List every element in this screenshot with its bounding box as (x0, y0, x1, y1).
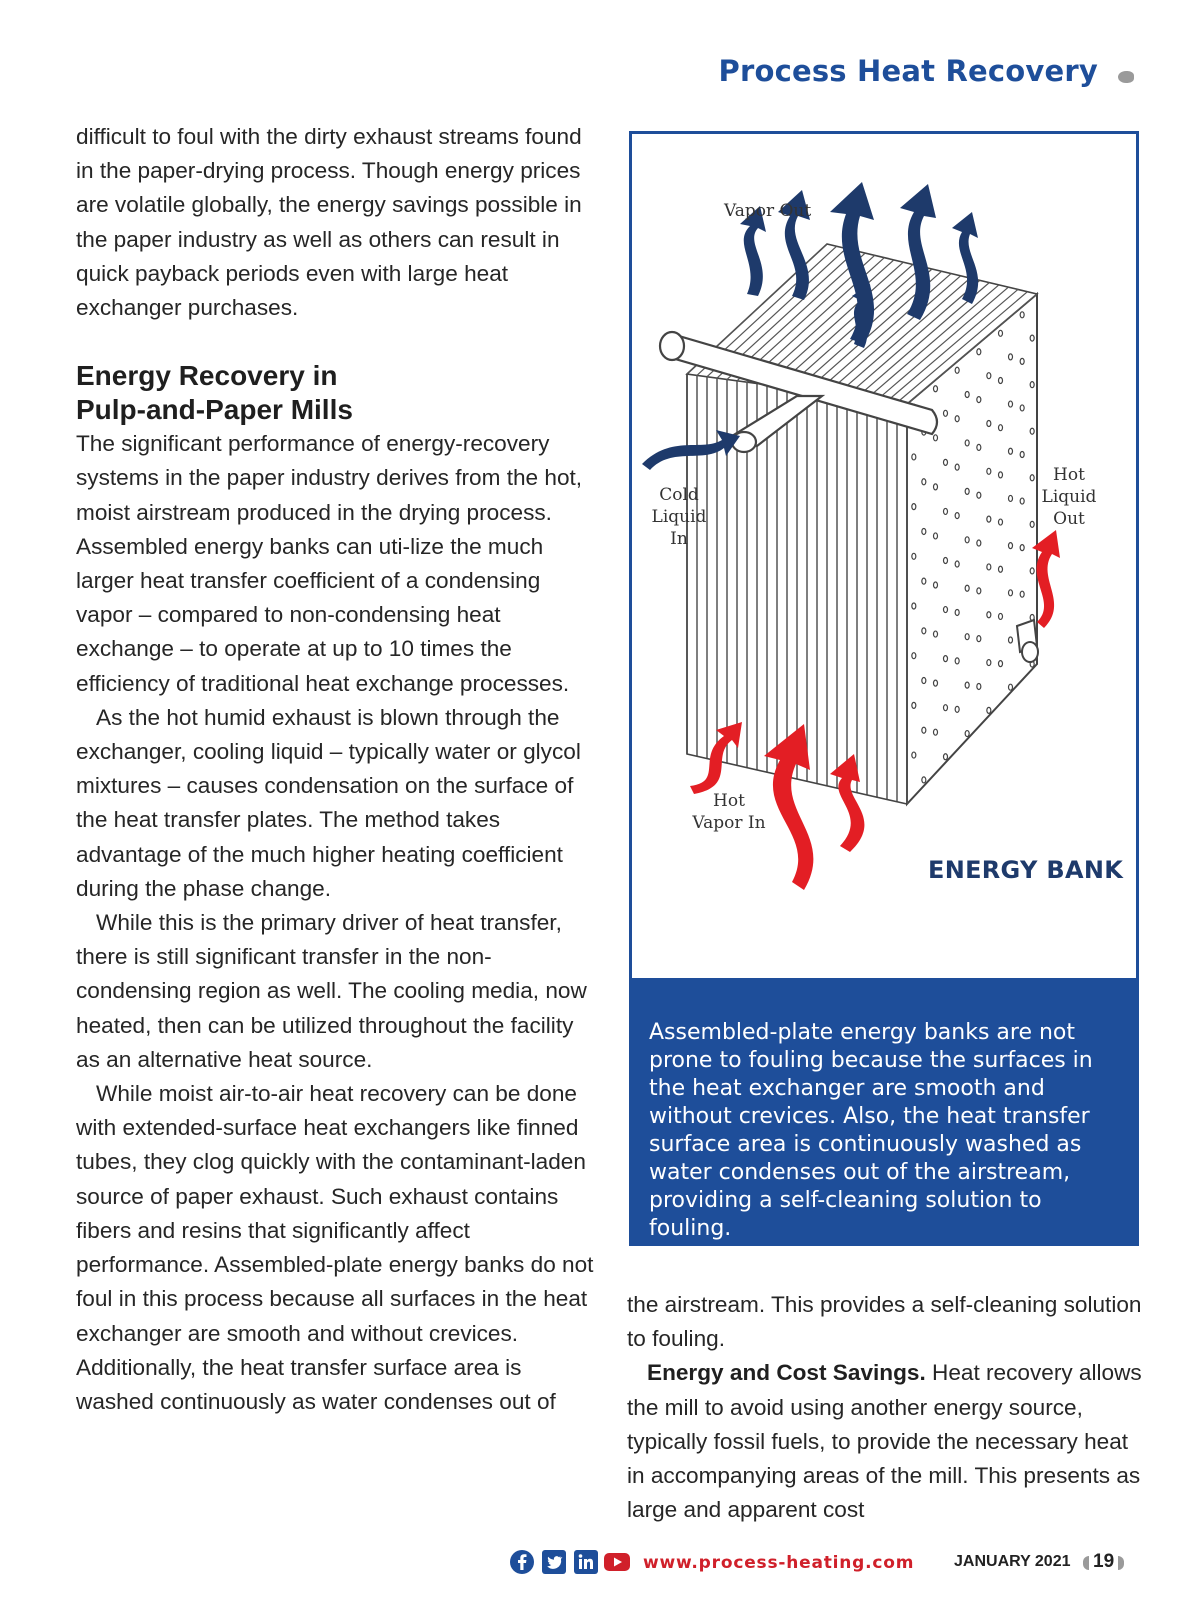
right-column (627, 1288, 1147, 1527)
vapor-out-label: Vapor Out (724, 201, 812, 221)
subheading-energy-cost: Energy and Cost Savings. (647, 1360, 926, 1386)
hot-liquid-out-label (1026, 464, 1112, 530)
energy-bank-label: ENERGY BANK (928, 856, 1124, 884)
section-marker-icon (1118, 71, 1134, 83)
body-paragraph-2: As the hot humid exhaust is blown through the exchanger, cooling liquid – typically water or glycol mixtures – causes condensation on the surface of the heat transfer plates. The method takes advantage of the much higher heating coefficient during the phase change. (76, 704, 581, 901)
cold-liquid-in-line-3: In (670, 529, 688, 549)
left-column (76, 120, 596, 1419)
page-tab-right-icon (1118, 1556, 1124, 1570)
hot-liquid-out-line-1: Hot (1053, 465, 1085, 485)
right-paragraph-2-text: Heat recovery allows the mill to avoid using another energy source, typically fossil fuels, to provide the necessary heat in accompanying areas of the mill. This presents as large and apparent cost (627, 1360, 1142, 1523)
cold-liquid-in-label (632, 484, 726, 550)
page-footer (0, 1549, 1200, 1579)
page-tab-left-icon (1083, 1556, 1089, 1570)
youtube-icon[interactable] (604, 1552, 630, 1572)
hot-vapor-in-label (674, 790, 784, 834)
hot-vapor-in-line-2: Vapor In (692, 813, 766, 833)
cold-liquid-in-arrow (642, 430, 740, 470)
cold-liquid-in-line-2: Liquid (651, 507, 707, 527)
body-paragraph-3: While this is the primary driver of heat transfer, there is still significant transfer in the non-condensing region as well. The cooling media, now heated, then can be utilized throughout the facility as an alternative heat source. (76, 910, 587, 1072)
right-paragraph-1: the airstream. This provides a self-cleaning solution to fouling. (627, 1292, 1142, 1352)
section-title: Process Heat Recovery (718, 54, 1098, 88)
twitter-icon[interactable] (541, 1549, 567, 1575)
right-paragraph-2 (627, 1356, 1147, 1527)
heading-line-2: Pulp-and-Paper Mills (76, 394, 353, 426)
linkedin-icon[interactable] (573, 1549, 599, 1575)
hot-liquid-out-line-2: Liquid (1041, 487, 1097, 507)
page-number: 19 (1093, 1551, 1115, 1572)
energy-bank-figure (629, 131, 1139, 981)
website-link[interactable]: www.process-heating.com (643, 1553, 915, 1573)
issue-date: JANUARY 2021 (954, 1553, 1071, 1570)
facebook-icon[interactable] (509, 1549, 535, 1575)
energy-bank-diagram (632, 134, 1136, 978)
hot-vapor-in-line-1: Hot (713, 791, 745, 811)
figure-caption (629, 981, 1139, 1246)
heading-line-1: Energy Recovery in (76, 360, 338, 392)
cold-liquid-in-line-1: Cold (659, 485, 699, 505)
body-paragraph-4: While moist air-to-air heat recovery can be done with extended-surface heat exchangers like finned tubes, they clog quickly with the contaminant-laden source of paper exhaust. Such exhaust contains fibers and resins that significantly affect performance. Assembled-plate energy banks do not foul in this process because all surfaces in the heat exchanger are smooth and without crevices. Additionally, the heat transfer surface area is washed continuously as water condenses out of (76, 1081, 594, 1414)
caption-text: Assembled-plate energy banks are not prone to fouling because the surfaces in the heat exchanger are smooth and without crevices. Also, the heat transfer surface area is continuously washed as water condenses out of the airstream, providing a self-cleaning solution to fouling. (649, 1020, 1093, 1241)
intro-paragraph: difficult to foul with the dirty exhaust streams found in the paper-drying process. Though energy prices are volatile globally, the energy savings possible in the paper industry as well as others can result in quick payback periods even with large heat exchanger purchases. (76, 124, 582, 321)
body-paragraph-1: The significant performance of energy-recovery systems in the paper industry derives from the hot, moist airstream produced in the drying process. Assembled energy banks can uti-lize the much larger heat transfer coefficient of a condensing vapor – compared to non-condensing heat exchange – to operate at up to 10 times the efficiency of traditional heat exchange processes. (76, 431, 583, 696)
section-heading (76, 359, 596, 427)
hot-liquid-out-line-3: Out (1053, 509, 1085, 529)
